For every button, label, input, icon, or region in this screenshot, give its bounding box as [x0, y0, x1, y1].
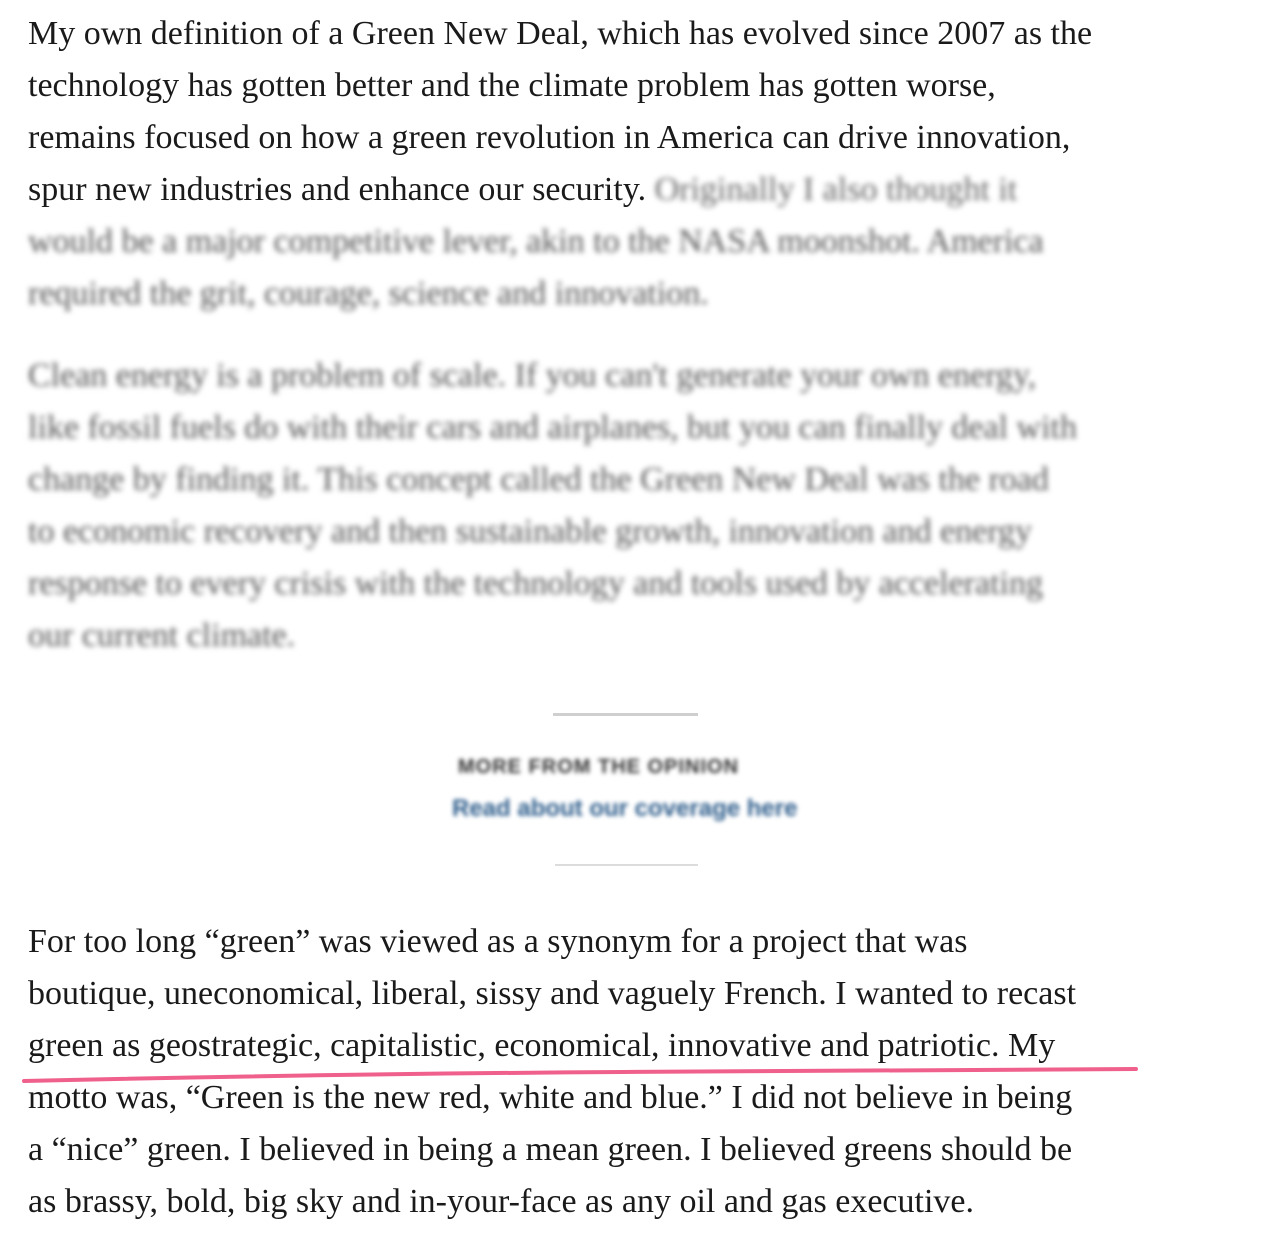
- paragraph-2-line-3-redacted: change by finding it. This concept called the Green New Deal was the road: [28, 461, 1049, 498]
- paragraph-1-line-6-redacted: required the grit, courage, science and innovation.: [28, 275, 709, 312]
- paragraph-1-line-4-redacted: Originally I also thought it: [654, 171, 1018, 208]
- paragraph-2-line-1-redacted: Clean energy is a problem of scale. If you can't generate your own energy,: [28, 357, 1037, 394]
- paragraph-2-line-2-redacted: like fossil fuels do with their cars and airplanes, but you can finally deal with: [28, 409, 1078, 446]
- highlighted-sentence: green as geostrategic, capitalistic, economical, innovative and patriotic.: [28, 1027, 1000, 1064]
- paragraph-3-line-1: For too long “green” was viewed as a synonym for a project that was: [28, 923, 968, 960]
- paragraph-2-line-6-redacted: our current climate.: [28, 617, 296, 654]
- paragraph-1-line-2: technology has gotten better and the climate problem has gotten worse,: [28, 67, 996, 104]
- paragraph-3-line-3-rest: My: [999, 1027, 1056, 1064]
- paragraph-3-line-5: a “nice” green. I believed in being a mean green. I believed greens should be: [28, 1131, 1073, 1168]
- paragraph-1-line-3: remains focused on how a green revolution in America can drive innovation,: [28, 119, 1071, 156]
- paragraph-1-line-4: [28, 164, 1017, 216]
- promo-label: MORE FROM THE OPINION: [458, 756, 739, 778]
- promo-link[interactable]: Read about our coverage here: [452, 795, 798, 822]
- promo-divider-bottom: [555, 864, 698, 866]
- paragraph-3-line-2: boutique, uneconomical, liberal, sissy and vaguely French. I wanted to recast: [28, 975, 1077, 1012]
- paragraph-1-line-1: My own definition of a Green New Deal, which has evolved since 2007 as the: [28, 15, 1093, 52]
- paragraph-2-line-4-redacted: to economic recovery and then sustainable growth, innovation and energy: [28, 513, 1032, 550]
- paragraph-3-line-4: motto was, “Green is the new red, white and blue.” I did not believe in being: [28, 1079, 1073, 1116]
- promo-divider-top: [553, 713, 698, 716]
- paragraph-3-line-6: as brassy, bold, big sky and in-your-face as any oil and gas executive.: [28, 1183, 975, 1220]
- paragraph-1-line-4-clear: spur new industries and enhance our security.: [28, 171, 647, 208]
- paragraph-2-line-5-redacted: response to every crisis with the technology and tools used by accelerating: [28, 565, 1043, 602]
- paragraph-1-line-5-redacted: would be a major competitive lever, akin to the NASA moonshot. America: [28, 223, 1044, 260]
